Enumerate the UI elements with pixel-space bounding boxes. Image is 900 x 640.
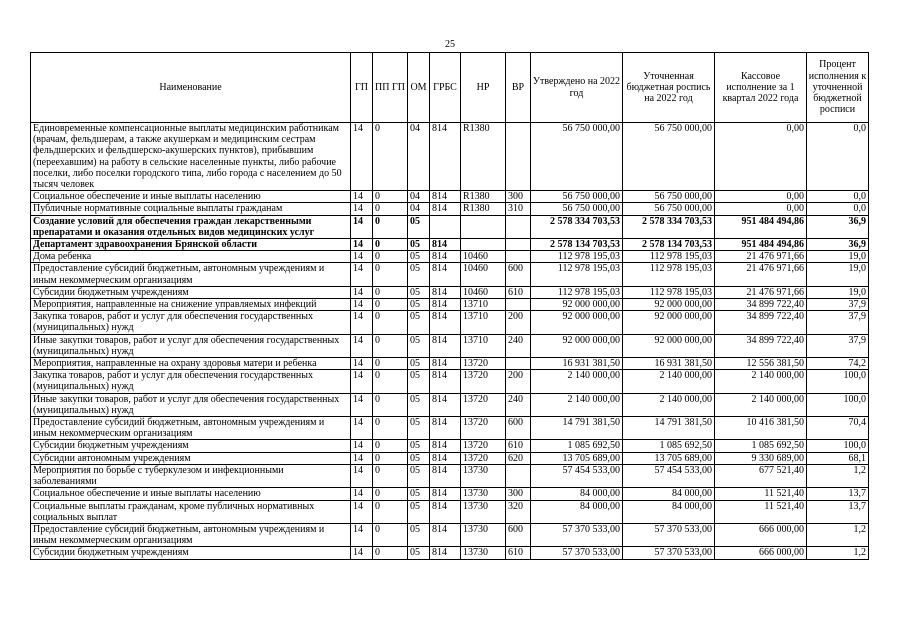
row-gp-cell: 14 — [351, 251, 373, 263]
row-percent-cell: 19,0 — [807, 286, 869, 298]
row-cash-cell: 2 140 000,00 — [715, 393, 807, 416]
row-vr-cell — [506, 358, 531, 370]
row-grbs-cell: 814 — [430, 311, 461, 334]
row-nr-cell: 13730 — [461, 547, 506, 559]
row-percent-cell: 37,9 — [807, 334, 869, 357]
row-approved-cell: 92 000 000,00 — [531, 299, 623, 311]
row-percent-cell: 36,9 — [807, 215, 869, 238]
row-approved-cell: 57 454 533,00 — [531, 464, 623, 487]
row-ppgp-cell: 0 — [373, 334, 408, 357]
row-ppgp-cell: 0 — [373, 251, 408, 263]
row-gp-cell: 14 — [351, 123, 373, 191]
row-vr-cell: 610 — [506, 440, 531, 452]
row-grbs-cell: 814 — [430, 417, 461, 440]
table-header-row — [31, 53, 869, 123]
row-percent-cell: 36,9 — [807, 239, 869, 251]
row-approved-cell: 2 140 000,00 — [531, 370, 623, 393]
row-approved-cell: 14 791 381,50 — [531, 417, 623, 440]
row-refined-cell: 2 140 000,00 — [623, 393, 715, 416]
row-cash-cell: 2 140 000,00 — [715, 370, 807, 393]
row-grbs-cell: 814 — [430, 547, 461, 559]
row-vr-cell — [506, 239, 531, 251]
row-ppgp-cell: 0 — [373, 417, 408, 440]
row-approved-cell: 13 705 689,00 — [531, 452, 623, 464]
row-percent-cell: 1,2 — [807, 547, 869, 559]
row-om-cell: 05 — [408, 488, 430, 500]
row-vr-cell: 200 — [506, 370, 531, 393]
row-name-cell: Субсидии бюджетным учреждениям — [31, 440, 351, 452]
row-refined-cell: 92 000 000,00 — [623, 299, 715, 311]
row-approved-cell: 112 978 195,03 — [531, 251, 623, 263]
row-nr-cell — [461, 215, 506, 238]
row-refined-cell: 56 750 000,00 — [623, 191, 715, 203]
row-name-cell: Иные закупки товаров, работ и услуг для обеспечения государственных (муниципальных) нужд — [31, 334, 351, 357]
row-nr-cell: 10460 — [461, 286, 506, 298]
row-om-cell: 05 — [408, 358, 430, 370]
row-gp-cell: 14 — [351, 500, 373, 523]
row-om-cell: 05 — [408, 393, 430, 416]
row-ppgp-cell: 0 — [373, 523, 408, 546]
row-percent-cell: 13,7 — [807, 500, 869, 523]
row-percent-cell: 0,0 — [807, 191, 869, 203]
row-name-cell: Закупка товаров, работ и услуг для обеспечения государственных (муниципальных) нужд — [31, 311, 351, 334]
row-vr-cell: 240 — [506, 393, 531, 416]
row-gp-cell: 14 — [351, 417, 373, 440]
row-vr-cell: 610 — [506, 547, 531, 559]
table-row — [31, 311, 869, 334]
row-grbs-cell — [430, 215, 461, 238]
row-cash-cell: 34 899 722,40 — [715, 311, 807, 334]
row-approved-cell: 2 140 000,00 — [531, 393, 623, 416]
row-approved-cell: 2 578 334 703,53 — [531, 215, 623, 238]
row-vr-cell — [506, 299, 531, 311]
table-row — [31, 215, 869, 238]
row-nr-cell: 13710 — [461, 311, 506, 334]
row-refined-cell: 57 370 533,00 — [623, 523, 715, 546]
row-percent-cell: 68,1 — [807, 452, 869, 464]
row-nr-cell: 13720 — [461, 417, 506, 440]
table-row — [31, 334, 869, 357]
row-gp-cell: 14 — [351, 239, 373, 251]
row-nr-cell: 13720 — [461, 393, 506, 416]
row-cash-cell: 951 484 494,86 — [715, 215, 807, 238]
row-percent-cell: 0,0 — [807, 203, 869, 215]
row-refined-cell: 92 000 000,00 — [623, 311, 715, 334]
row-name-cell: Публичные нормативные социальные выплаты гражданам — [31, 203, 351, 215]
table-row — [31, 123, 869, 191]
row-gp-cell: 14 — [351, 299, 373, 311]
table-row — [31, 452, 869, 464]
row-cash-cell: 34 899 722,40 — [715, 299, 807, 311]
table-row — [31, 500, 869, 523]
row-refined-cell: 2 578 334 703,53 — [623, 215, 715, 238]
row-grbs-cell: 814 — [430, 191, 461, 203]
row-cash-cell: 21 476 971,66 — [715, 251, 807, 263]
row-approved-cell: 56 750 000,00 — [531, 203, 623, 215]
row-nr-cell: 13720 — [461, 440, 506, 452]
row-grbs-cell: 814 — [430, 370, 461, 393]
row-ppgp-cell: 0 — [373, 452, 408, 464]
row-refined-cell: 56 750 000,00 — [623, 123, 715, 191]
row-nr-cell: 13710 — [461, 299, 506, 311]
row-nr-cell: 13710 — [461, 334, 506, 357]
row-grbs-cell: 814 — [430, 452, 461, 464]
row-vr-cell: 620 — [506, 452, 531, 464]
row-ppgp-cell: 0 — [373, 440, 408, 452]
row-nr-cell — [461, 239, 506, 251]
row-om-cell: 05 — [408, 500, 430, 523]
row-om-cell: 05 — [408, 251, 430, 263]
header-refined: Уточненная бюджетная роспись на 2022 год — [623, 53, 715, 123]
row-om-cell: 04 — [408, 191, 430, 203]
row-om-cell: 05 — [408, 263, 430, 286]
row-name-cell: Единовременные компенсационные выплаты медицинским работникам (врачам, фельдшерам, а также акушеркам и медицинским сестрам фельдшерских и фельдшерско-акушерских пунктов), прибывшим (переехавшим) на работу в сельские населенные пункты, либо рабочие поселки, либо поселки городского типа, либо города с населением до 50 тысяч человек — [31, 123, 351, 191]
row-name-cell: Мероприятия, направленные на снижение управляемых инфекций — [31, 299, 351, 311]
row-refined-cell: 2 140 000,00 — [623, 370, 715, 393]
row-name-cell: Предоставление субсидий бюджетным, автономным учреждениям и иным некоммерческим организациям — [31, 263, 351, 286]
row-cash-cell: 951 484 494,86 — [715, 239, 807, 251]
row-name-cell: Дома ребенка — [31, 251, 351, 263]
row-percent-cell: 19,0 — [807, 251, 869, 263]
row-refined-cell: 14 791 381,50 — [623, 417, 715, 440]
row-percent-cell: 37,9 — [807, 311, 869, 334]
row-gp-cell: 14 — [351, 215, 373, 238]
row-grbs-cell: 814 — [430, 251, 461, 263]
header-om: ОМ — [408, 53, 430, 123]
row-percent-cell: 100,0 — [807, 393, 869, 416]
header-name: Наименование — [31, 53, 351, 123]
row-gp-cell: 14 — [351, 440, 373, 452]
row-cash-cell: 34 899 722,40 — [715, 334, 807, 357]
row-approved-cell: 84 000,00 — [531, 488, 623, 500]
header-cash: Кассовое исполнение за 1 квартал 2022 года — [715, 53, 807, 123]
row-grbs-cell: 814 — [430, 488, 461, 500]
row-grbs-cell: 814 — [430, 263, 461, 286]
row-refined-cell: 56 750 000,00 — [623, 203, 715, 215]
row-cash-cell: 0,00 — [715, 191, 807, 203]
row-percent-cell: 74,2 — [807, 358, 869, 370]
row-vr-cell: 240 — [506, 334, 531, 357]
table-row — [31, 191, 869, 203]
table-row — [31, 358, 869, 370]
row-om-cell: 05 — [408, 523, 430, 546]
row-ppgp-cell: 0 — [373, 547, 408, 559]
row-nr-cell: 13720 — [461, 358, 506, 370]
row-cash-cell: 21 476 971,66 — [715, 286, 807, 298]
row-refined-cell: 2 578 134 703,53 — [623, 239, 715, 251]
row-om-cell: 05 — [408, 239, 430, 251]
table-row — [31, 440, 869, 452]
row-nr-cell: 13730 — [461, 464, 506, 487]
row-cash-cell: 11 521,40 — [715, 488, 807, 500]
row-vr-cell: 310 — [506, 203, 531, 215]
row-ppgp-cell: 0 — [373, 370, 408, 393]
row-cash-cell: 677 521,40 — [715, 464, 807, 487]
row-grbs-cell: 814 — [430, 393, 461, 416]
budget-execution-table — [30, 52, 869, 560]
row-cash-cell: 9 330 689,00 — [715, 452, 807, 464]
row-vr-cell — [506, 464, 531, 487]
row-cash-cell: 666 000,00 — [715, 547, 807, 559]
row-gp-cell: 14 — [351, 464, 373, 487]
row-nr-cell: R1380 — [461, 123, 506, 191]
header-approved: Утверждено на 2022 год — [531, 53, 623, 123]
row-approved-cell: 84 000,00 — [531, 500, 623, 523]
row-om-cell: 05 — [408, 370, 430, 393]
row-vr-cell: 300 — [506, 488, 531, 500]
row-om-cell: 05 — [408, 334, 430, 357]
row-gp-cell: 14 — [351, 334, 373, 357]
row-approved-cell: 92 000 000,00 — [531, 334, 623, 357]
row-grbs-cell: 814 — [430, 440, 461, 452]
row-approved-cell: 57 370 533,00 — [531, 547, 623, 559]
row-om-cell: 05 — [408, 452, 430, 464]
row-approved-cell: 56 750 000,00 — [531, 123, 623, 191]
row-gp-cell: 14 — [351, 358, 373, 370]
row-om-cell: 05 — [408, 440, 430, 452]
row-name-cell: Социальное обеспечение и иные выплаты населению — [31, 191, 351, 203]
header-ppgp: ПП ГП — [373, 53, 408, 123]
row-nr-cell: 10460 — [461, 251, 506, 263]
row-nr-cell: 13720 — [461, 370, 506, 393]
row-cash-cell: 12 556 381,50 — [715, 358, 807, 370]
row-grbs-cell: 814 — [430, 334, 461, 357]
row-ppgp-cell: 0 — [373, 286, 408, 298]
row-cash-cell: 10 416 381,50 — [715, 417, 807, 440]
row-refined-cell: 57 370 533,00 — [623, 547, 715, 559]
row-om-cell: 05 — [408, 286, 430, 298]
row-vr-cell — [506, 215, 531, 238]
header-gp: ГП — [351, 53, 373, 123]
row-grbs-cell: 814 — [430, 299, 461, 311]
row-refined-cell: 57 454 533,00 — [623, 464, 715, 487]
row-gp-cell: 14 — [351, 263, 373, 286]
header-grbs: ГРБС — [430, 53, 461, 123]
row-ppgp-cell: 0 — [373, 123, 408, 191]
row-gp-cell: 14 — [351, 286, 373, 298]
row-ppgp-cell: 0 — [373, 488, 408, 500]
row-gp-cell: 14 — [351, 393, 373, 416]
row-percent-cell: 100,0 — [807, 440, 869, 452]
page-number: 25 — [445, 39, 455, 50]
row-name-cell: Социальные выплаты гражданам, кроме публичных нормативных социальных выплат — [31, 500, 351, 523]
row-om-cell: 05 — [408, 464, 430, 487]
row-name-cell: Предоставление субсидий бюджетным, автономным учреждениям и иным некоммерческим организациям — [31, 523, 351, 546]
row-percent-cell: 0,0 — [807, 123, 869, 191]
row-refined-cell: 112 978 195,03 — [623, 286, 715, 298]
row-refined-cell: 1 085 692,50 — [623, 440, 715, 452]
table-row — [31, 239, 869, 251]
row-percent-cell: 37,9 — [807, 299, 869, 311]
row-percent-cell: 19,0 — [807, 263, 869, 286]
row-om-cell: 04 — [408, 123, 430, 191]
row-approved-cell: 16 931 381,50 — [531, 358, 623, 370]
row-vr-cell — [506, 251, 531, 263]
row-vr-cell: 600 — [506, 523, 531, 546]
table-row — [31, 203, 869, 215]
table-row — [31, 464, 869, 487]
row-nr-cell: 13730 — [461, 500, 506, 523]
row-name-cell: Субсидии бюджетным учреждениям — [31, 286, 351, 298]
table-row — [31, 251, 869, 263]
table-row — [31, 370, 869, 393]
row-name-cell: Мероприятия, направленные на охрану здоровья матери и ребенка — [31, 358, 351, 370]
row-percent-cell: 70,4 — [807, 417, 869, 440]
table-row — [31, 547, 869, 559]
row-vr-cell: 320 — [506, 500, 531, 523]
row-gp-cell: 14 — [351, 191, 373, 203]
row-cash-cell: 21 476 971,66 — [715, 263, 807, 286]
row-nr-cell: 13730 — [461, 523, 506, 546]
row-vr-cell: 600 — [506, 263, 531, 286]
row-vr-cell: 600 — [506, 417, 531, 440]
row-om-cell: 05 — [408, 417, 430, 440]
row-grbs-cell: 814 — [430, 500, 461, 523]
row-name-cell: Мероприятия по борьбе с туберкулезом и инфекционными заболеваниями — [31, 464, 351, 487]
row-approved-cell: 112 978 195,03 — [531, 263, 623, 286]
row-grbs-cell: 814 — [430, 464, 461, 487]
row-name-cell: Создание условий для обеспечения граждан лекарственными препаратами и оказания отдельных видов медицинских услуг — [31, 215, 351, 238]
row-vr-cell: 300 — [506, 191, 531, 203]
row-ppgp-cell: 0 — [373, 299, 408, 311]
row-cash-cell: 0,00 — [715, 123, 807, 191]
row-nr-cell: 10460 — [461, 263, 506, 286]
row-ppgp-cell: 0 — [373, 358, 408, 370]
row-percent-cell: 1,2 — [807, 523, 869, 546]
row-om-cell: 05 — [408, 311, 430, 334]
row-name-cell: Закупка товаров, работ и услуг для обеспечения государственных (муниципальных) нужд — [31, 370, 351, 393]
row-ppgp-cell: 0 — [373, 191, 408, 203]
row-percent-cell: 1,2 — [807, 464, 869, 487]
row-gp-cell: 14 — [351, 311, 373, 334]
row-vr-cell: 610 — [506, 286, 531, 298]
row-name-cell: Субсидии автономным учреждениям — [31, 452, 351, 464]
row-ppgp-cell: 0 — [373, 393, 408, 416]
row-ppgp-cell: 0 — [373, 203, 408, 215]
row-grbs-cell: 814 — [430, 286, 461, 298]
row-cash-cell: 0,00 — [715, 203, 807, 215]
row-cash-cell: 1 085 692,50 — [715, 440, 807, 452]
row-ppgp-cell: 0 — [373, 215, 408, 238]
row-percent-cell: 13,7 — [807, 488, 869, 500]
row-refined-cell: 112 978 195,03 — [623, 251, 715, 263]
row-vr-cell — [506, 123, 531, 191]
row-approved-cell: 92 000 000,00 — [531, 311, 623, 334]
row-name-cell: Субсидии бюджетным учреждениям — [31, 547, 351, 559]
row-nr-cell: 13730 — [461, 488, 506, 500]
row-grbs-cell: 814 — [430, 358, 461, 370]
row-gp-cell: 14 — [351, 523, 373, 546]
row-ppgp-cell: 0 — [373, 263, 408, 286]
row-grbs-cell: 814 — [430, 239, 461, 251]
row-om-cell: 05 — [408, 215, 430, 238]
row-approved-cell: 1 085 692,50 — [531, 440, 623, 452]
row-ppgp-cell: 0 — [373, 464, 408, 487]
row-refined-cell: 112 978 195,03 — [623, 263, 715, 286]
table-row — [31, 299, 869, 311]
row-refined-cell: 84 000,00 — [623, 488, 715, 500]
table-row — [31, 523, 869, 546]
table-row — [31, 286, 869, 298]
row-cash-cell: 666 000,00 — [715, 523, 807, 546]
row-vr-cell: 200 — [506, 311, 531, 334]
row-gp-cell: 14 — [351, 452, 373, 464]
row-refined-cell: 84 000,00 — [623, 500, 715, 523]
row-name-cell: Социальное обеспечение и иные выплаты населению — [31, 488, 351, 500]
row-ppgp-cell: 0 — [373, 311, 408, 334]
row-grbs-cell: 814 — [430, 123, 461, 191]
row-om-cell: 04 — [408, 203, 430, 215]
row-gp-cell: 14 — [351, 203, 373, 215]
row-nr-cell: R1380 — [461, 191, 506, 203]
row-approved-cell: 56 750 000,00 — [531, 191, 623, 203]
row-grbs-cell: 814 — [430, 203, 461, 215]
table-row — [31, 263, 869, 286]
row-approved-cell: 112 978 195,03 — [531, 286, 623, 298]
row-om-cell: 05 — [408, 547, 430, 559]
row-gp-cell: 14 — [351, 370, 373, 393]
table-row — [31, 417, 869, 440]
table-row — [31, 393, 869, 416]
row-name-cell: Предоставление субсидий бюджетным, автономным учреждениям и иным некоммерческим организациям — [31, 417, 351, 440]
row-grbs-cell: 814 — [430, 523, 461, 546]
row-ppgp-cell: 0 — [373, 239, 408, 251]
row-refined-cell: 16 931 381,50 — [623, 358, 715, 370]
header-vr: ВР — [506, 53, 531, 123]
row-om-cell: 05 — [408, 299, 430, 311]
row-name-cell: Департамент здравоохранения Брянской области — [31, 239, 351, 251]
row-refined-cell: 13 705 689,00 — [623, 452, 715, 464]
row-approved-cell: 2 578 134 703,53 — [531, 239, 623, 251]
row-gp-cell: 14 — [351, 547, 373, 559]
header-nr: НР — [461, 53, 506, 123]
row-ppgp-cell: 0 — [373, 500, 408, 523]
row-approved-cell: 57 370 533,00 — [531, 523, 623, 546]
header-percent: Процент исполнения к уточненной бюджетной росписи — [807, 53, 869, 123]
row-percent-cell: 100,0 — [807, 370, 869, 393]
row-cash-cell: 11 521,40 — [715, 500, 807, 523]
row-name-cell: Иные закупки товаров, работ и услуг для обеспечения государственных (муниципальных) нужд — [31, 393, 351, 416]
row-nr-cell: R1380 — [461, 203, 506, 215]
row-refined-cell: 92 000 000,00 — [623, 334, 715, 357]
table-row — [31, 488, 869, 500]
row-gp-cell: 14 — [351, 488, 373, 500]
row-nr-cell: 13720 — [461, 452, 506, 464]
